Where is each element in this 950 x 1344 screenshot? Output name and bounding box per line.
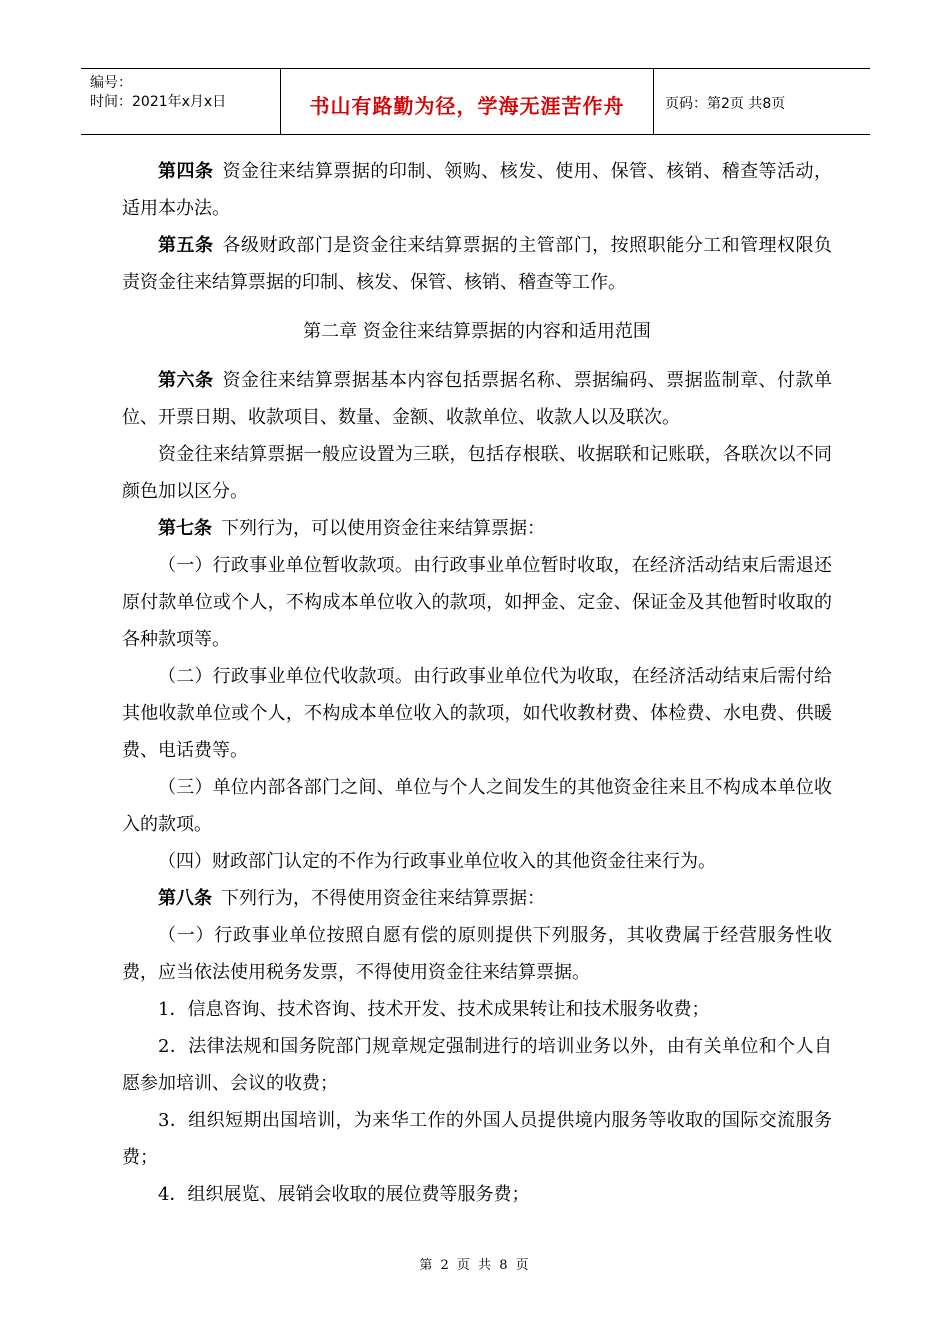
page-footer: 第 2 页 共 8 页	[419, 1258, 531, 1273]
clause: （二）行政事业单位代收款项。由行政事业单位代为收取，在经济活动结束后需付给其他收款单位或个人，不构成本单位收入的款项，如代收教材费、体检费、水电费、供暖费、电话费等。	[122, 666, 832, 761]
article-label: 第八条	[158, 888, 212, 909]
sub-item: 1．信息咨询、技术咨询、技术开发、技术成果转让和技术服务收费；	[158, 999, 710, 1020]
article-label: 第四条	[158, 161, 214, 182]
article-label: 第六条	[158, 370, 214, 391]
sub-item: 4．组织展览、展销会收取的展位费等服务费；	[158, 1184, 530, 1205]
article-text: 下列行为，可以使用资金往来结算票据：	[221, 518, 545, 539]
time-label: 时间：2021年x月x日	[90, 94, 227, 110]
article-text: 资金往来结算票据基本内容包括票据名称、票据编码、票据监制章、付款单位、开票日期、收款项目、数量、金额、收款单位、收款人以及联次。	[122, 370, 833, 428]
header-motto: 书山有路勤为径，学海无涯苦作舟	[281, 69, 654, 134]
article-text: 资金往来结算票据的印制、领购、核发、使用、保管、核销、稽查等活动，适用本办法。	[122, 161, 833, 219]
article-label: 第七条	[158, 518, 212, 539]
article-7	[122, 510, 832, 547]
clause: （四）财政部门认定的不作为行政事业单位收入的其他资金往来行为。	[158, 851, 716, 872]
article-text: 下列行为，不得使用资金往来结算票据：	[221, 888, 545, 909]
article-8	[122, 880, 832, 917]
clause: （三）单位内部各部门之间、单位与个人之间发生的其他资金往来且不构成本单位收入的款项。	[122, 777, 832, 835]
article-4	[122, 153, 832, 227]
document-body	[122, 153, 832, 1213]
header-meta	[81, 69, 281, 134]
clause: （一）行政事业单位暂收款项。由行政事业单位暂时收取，在经济活动结束后需退还原付款单位或个人，不构成本单位收入的款项，如押金、定金、保证金及其他暂时收取的各种款项等。	[122, 555, 832, 650]
clause: （一）行政事业单位按照自愿有偿的原则提供下列服务，其收费属于经营服务性收费，应当依法使用税务发票，不得使用资金往来结算票据。	[122, 925, 832, 983]
sub-item: 2．法律法规和国务院部门规章规定强制进行的培训业务以外，由有关单位和个人自愿参加培训、会议的收费；	[122, 1036, 832, 1094]
article-5	[122, 227, 832, 301]
sub-item: 3．组织短期出国培训，为来华工作的外国人员提供境内服务等收取的国际交流服务费；	[122, 1110, 832, 1168]
paragraph: 资金往来结算票据一般应设置为三联，包括存根联、收据联和记账联，各联次以不同颜色加以区分。	[122, 444, 832, 502]
document-header	[81, 68, 870, 135]
number-label: 编号：	[90, 75, 132, 91]
header-page-label: 页码：第2页 共8页	[665, 95, 786, 112]
article-text: 各级财政部门是资金往来结算票据的主管部门，按照职能分工和管理权限负责资金往来结算票据的印制、核发、保管、核销、稽查等工作。	[122, 235, 833, 293]
article-label: 第五条	[158, 235, 214, 256]
article-6	[122, 362, 832, 436]
chapter-heading: 第二章 资金往来结算票据的内容和适用范围	[303, 321, 651, 342]
